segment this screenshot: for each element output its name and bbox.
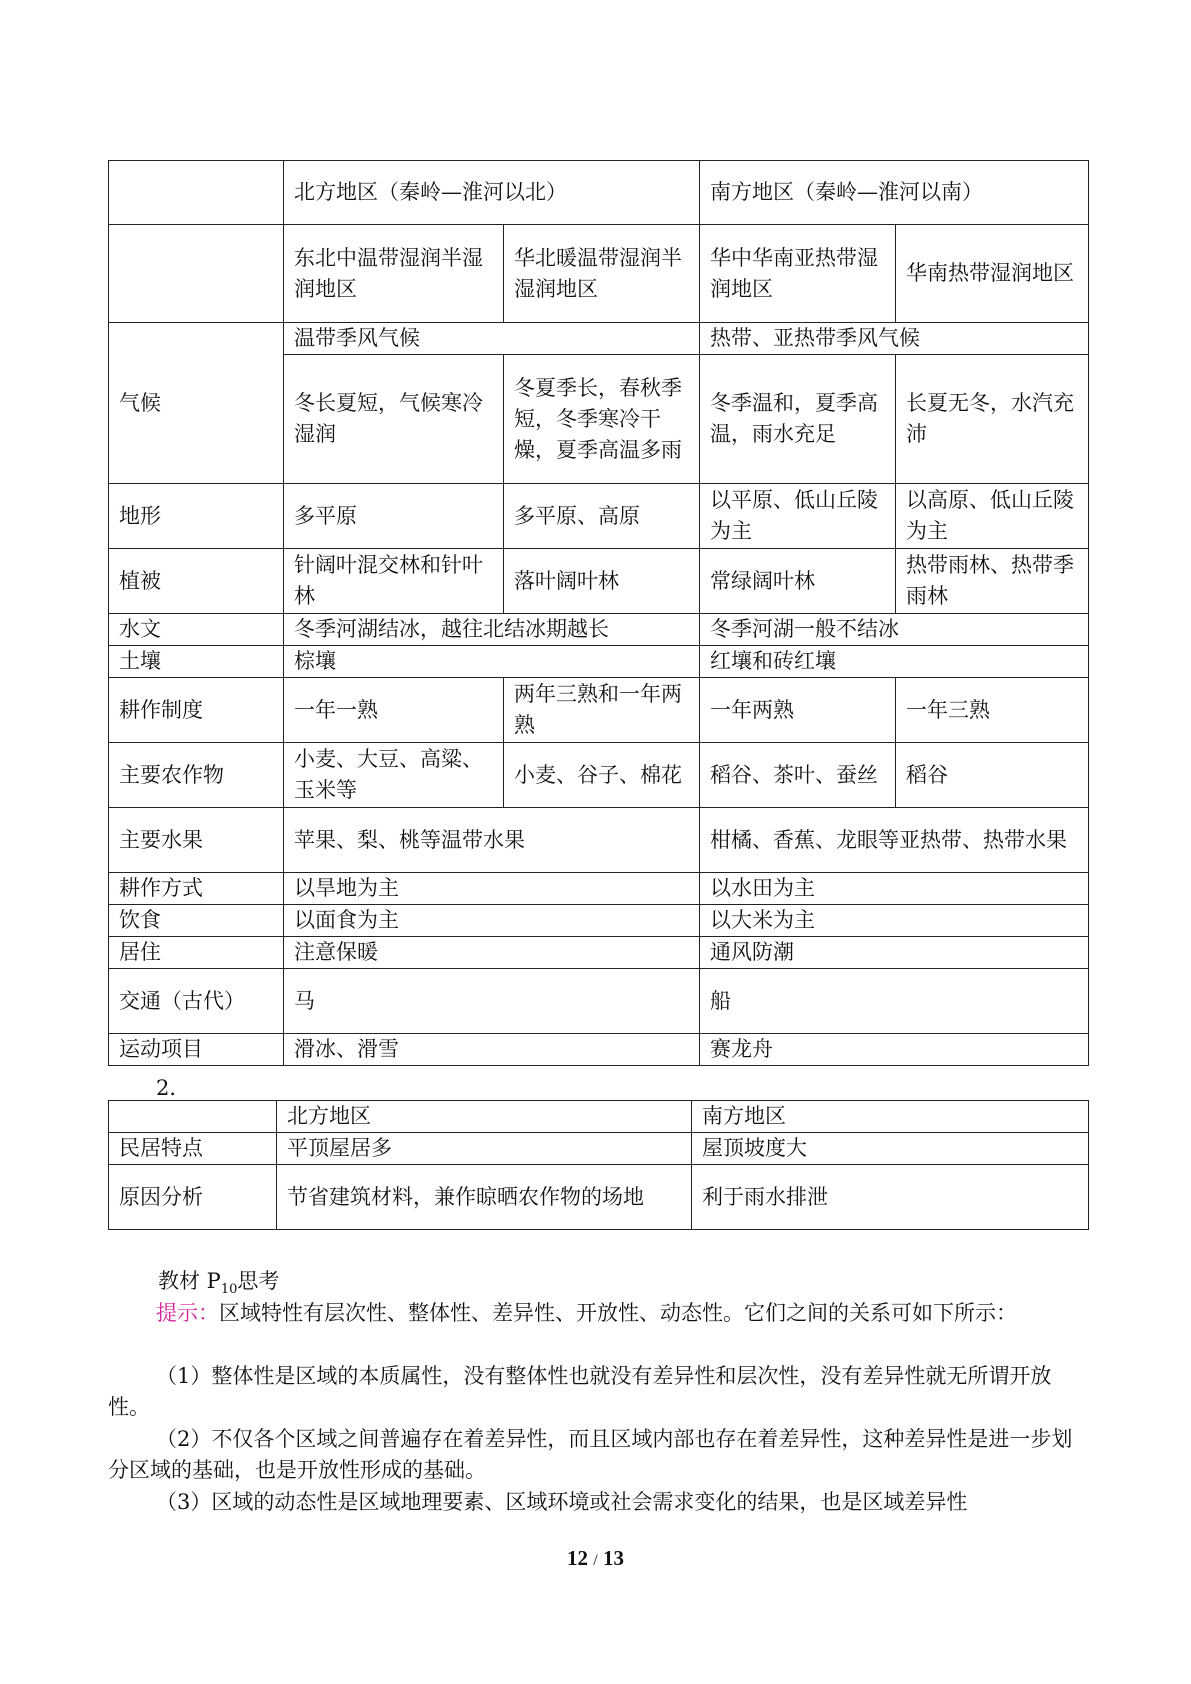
point-paragraph: （3）区域的动态性是区域地理要素、区域环境或社会需求变化的结果，也是区域差异性 [156, 1490, 968, 1514]
climate-cell: 冬长夏短，气候寒冷湿润 [284, 355, 504, 484]
section-2-label: 2． [156, 1076, 191, 1100]
row-label-vegetation: 植被 [109, 549, 284, 614]
sports-north: 滑冰、滑雪 [284, 1034, 700, 1066]
farming-north: 以旱地为主 [284, 873, 700, 905]
cropping-cell: 两年三熟和一年两熟 [504, 678, 700, 743]
subregion-cell: 华北暖温带湿润半湿润地区 [504, 225, 700, 323]
row-label-farming: 耕作方式 [109, 873, 284, 905]
terrain-cell: 多平原 [284, 484, 504, 549]
corner-cell [109, 1101, 277, 1133]
row-label-cropping: 耕作制度 [109, 678, 284, 743]
cropping-cell: 一年一熟 [284, 678, 504, 743]
row-label-housing-features: 民居特点 [109, 1133, 277, 1165]
subregion-cell: 华中华南亚热带湿润地区 [700, 225, 896, 323]
climate-type-south: 热带、亚热带季风气候 [700, 323, 1089, 355]
header-south: 南方地区 [692, 1101, 1089, 1133]
crops-cell: 小麦、大豆、高粱、玉米等 [284, 743, 504, 808]
diet-south: 以大米为主 [700, 905, 1089, 937]
hydrology-north: 冬季河湖结冰，越往北结冰期越长 [284, 614, 700, 646]
row-label-sports: 运动项目 [109, 1034, 284, 1066]
hydrology-south: 冬季河湖一般不结冰 [700, 614, 1089, 646]
cropping-cell: 一年三熟 [896, 678, 1089, 743]
crops-cell: 稻谷、茶叶、蚕丝 [700, 743, 896, 808]
row-label-soil: 土壤 [109, 646, 284, 678]
climate-type-north: 温带季风气候 [284, 323, 700, 355]
header-south: 南方地区（秦岭—淮河以南） [700, 161, 1089, 225]
vegetation-cell: 常绿阔叶林 [700, 549, 896, 614]
sports-south: 赛龙舟 [700, 1034, 1089, 1066]
page-number: 12 / 13 [567, 1546, 624, 1570]
row-label-terrain: 地形 [109, 484, 284, 549]
fruits-south: 柑橘、香蕉、龙眼等亚热带、热带水果 [700, 808, 1089, 873]
vegetation-cell: 落叶阔叶林 [504, 549, 700, 614]
soil-south: 红壤和砖红壤 [700, 646, 1089, 678]
hint-paragraph [108, 1298, 1088, 1329]
soil-north: 棕壤 [284, 646, 700, 678]
terrain-cell: 以平原、低山丘陵为主 [700, 484, 896, 549]
point-paragraph: （1）整体性是区域的本质属性，没有整体性也就没有差异性和层次性，没有差异性就无所谓开放性。 [108, 1364, 1052, 1419]
row-label-crops: 主要农作物 [109, 743, 284, 808]
housing-features-south: 屋顶坡度大 [692, 1133, 1089, 1165]
farming-south: 以水田为主 [700, 873, 1089, 905]
housing-south: 通风防潮 [700, 937, 1089, 969]
row-label-hydrology: 水文 [109, 614, 284, 646]
header-north: 北方地区 [277, 1101, 692, 1133]
crops-cell: 小麦、谷子、棉花 [504, 743, 700, 808]
fruits-north: 苹果、梨、桃等温带水果 [284, 808, 700, 873]
row-label-housing: 居住 [109, 937, 284, 969]
row-label-climate: 气候 [109, 323, 284, 484]
terrain-cell: 以高原、低山丘陵为主 [896, 484, 1089, 549]
diet-north: 以面食为主 [284, 905, 700, 937]
housing-comparison-table [108, 1100, 1089, 1230]
textbook-reference: 教材 $P_{10}$思考 [158, 1269, 280, 1298]
transport-north: 马 [284, 969, 700, 1034]
housing-north: 注意保暖 [284, 937, 700, 969]
cropping-cell: 一年两熟 [700, 678, 896, 743]
header-north: 北方地区（秦岭—淮河以北） [284, 161, 700, 225]
terrain-cell: 多平原、高原 [504, 484, 700, 549]
row-label-fruits: 主要水果 [109, 808, 284, 873]
climate-cell: 冬季温和，夏季高温，雨水充足 [700, 355, 896, 484]
point-paragraph: （2）不仅各个区域之间普遍存在着差异性，而且区域内部也存在着差异性，这种差异性是进一步划分区域的基础，也是开放性形成的基础。 [108, 1427, 1073, 1482]
regional-comparison-table [108, 160, 1089, 1066]
housing-features-north: 平顶屋居多 [277, 1133, 692, 1165]
corner-cell-sub [109, 225, 284, 323]
hint-text: 区域特性有层次性、整体性、差异性、开放性、动态性。它们之间的关系可如下所示： [219, 1301, 1017, 1325]
corner-cell [109, 161, 284, 225]
row-label-transport: 交通（古代） [109, 969, 284, 1034]
vegetation-cell: 热带雨林、热带季雨林 [896, 549, 1089, 614]
reason-north: 节省建筑材料，兼作晾晒农作物的场地 [277, 1165, 692, 1230]
climate-cell: 冬夏季长，春秋季短，冬季寒冷干燥，夏季高温多雨 [504, 355, 700, 484]
row-label-reason: 原因分析 [109, 1165, 277, 1230]
subregion-cell: 华南热带湿润地区 [896, 225, 1089, 323]
transport-south: 船 [700, 969, 1089, 1034]
hint-label: 提示： [156, 1301, 219, 1325]
reason-south: 利于雨水排泄 [692, 1165, 1089, 1230]
vegetation-cell: 针阔叶混交林和针叶林 [284, 549, 504, 614]
climate-cell: 长夏无冬，水汽充沛 [896, 355, 1089, 484]
crops-cell: 稻谷 [896, 743, 1089, 808]
row-label-diet: 饮食 [109, 905, 284, 937]
subregion-cell: 东北中温带湿润半湿润地区 [284, 225, 504, 323]
